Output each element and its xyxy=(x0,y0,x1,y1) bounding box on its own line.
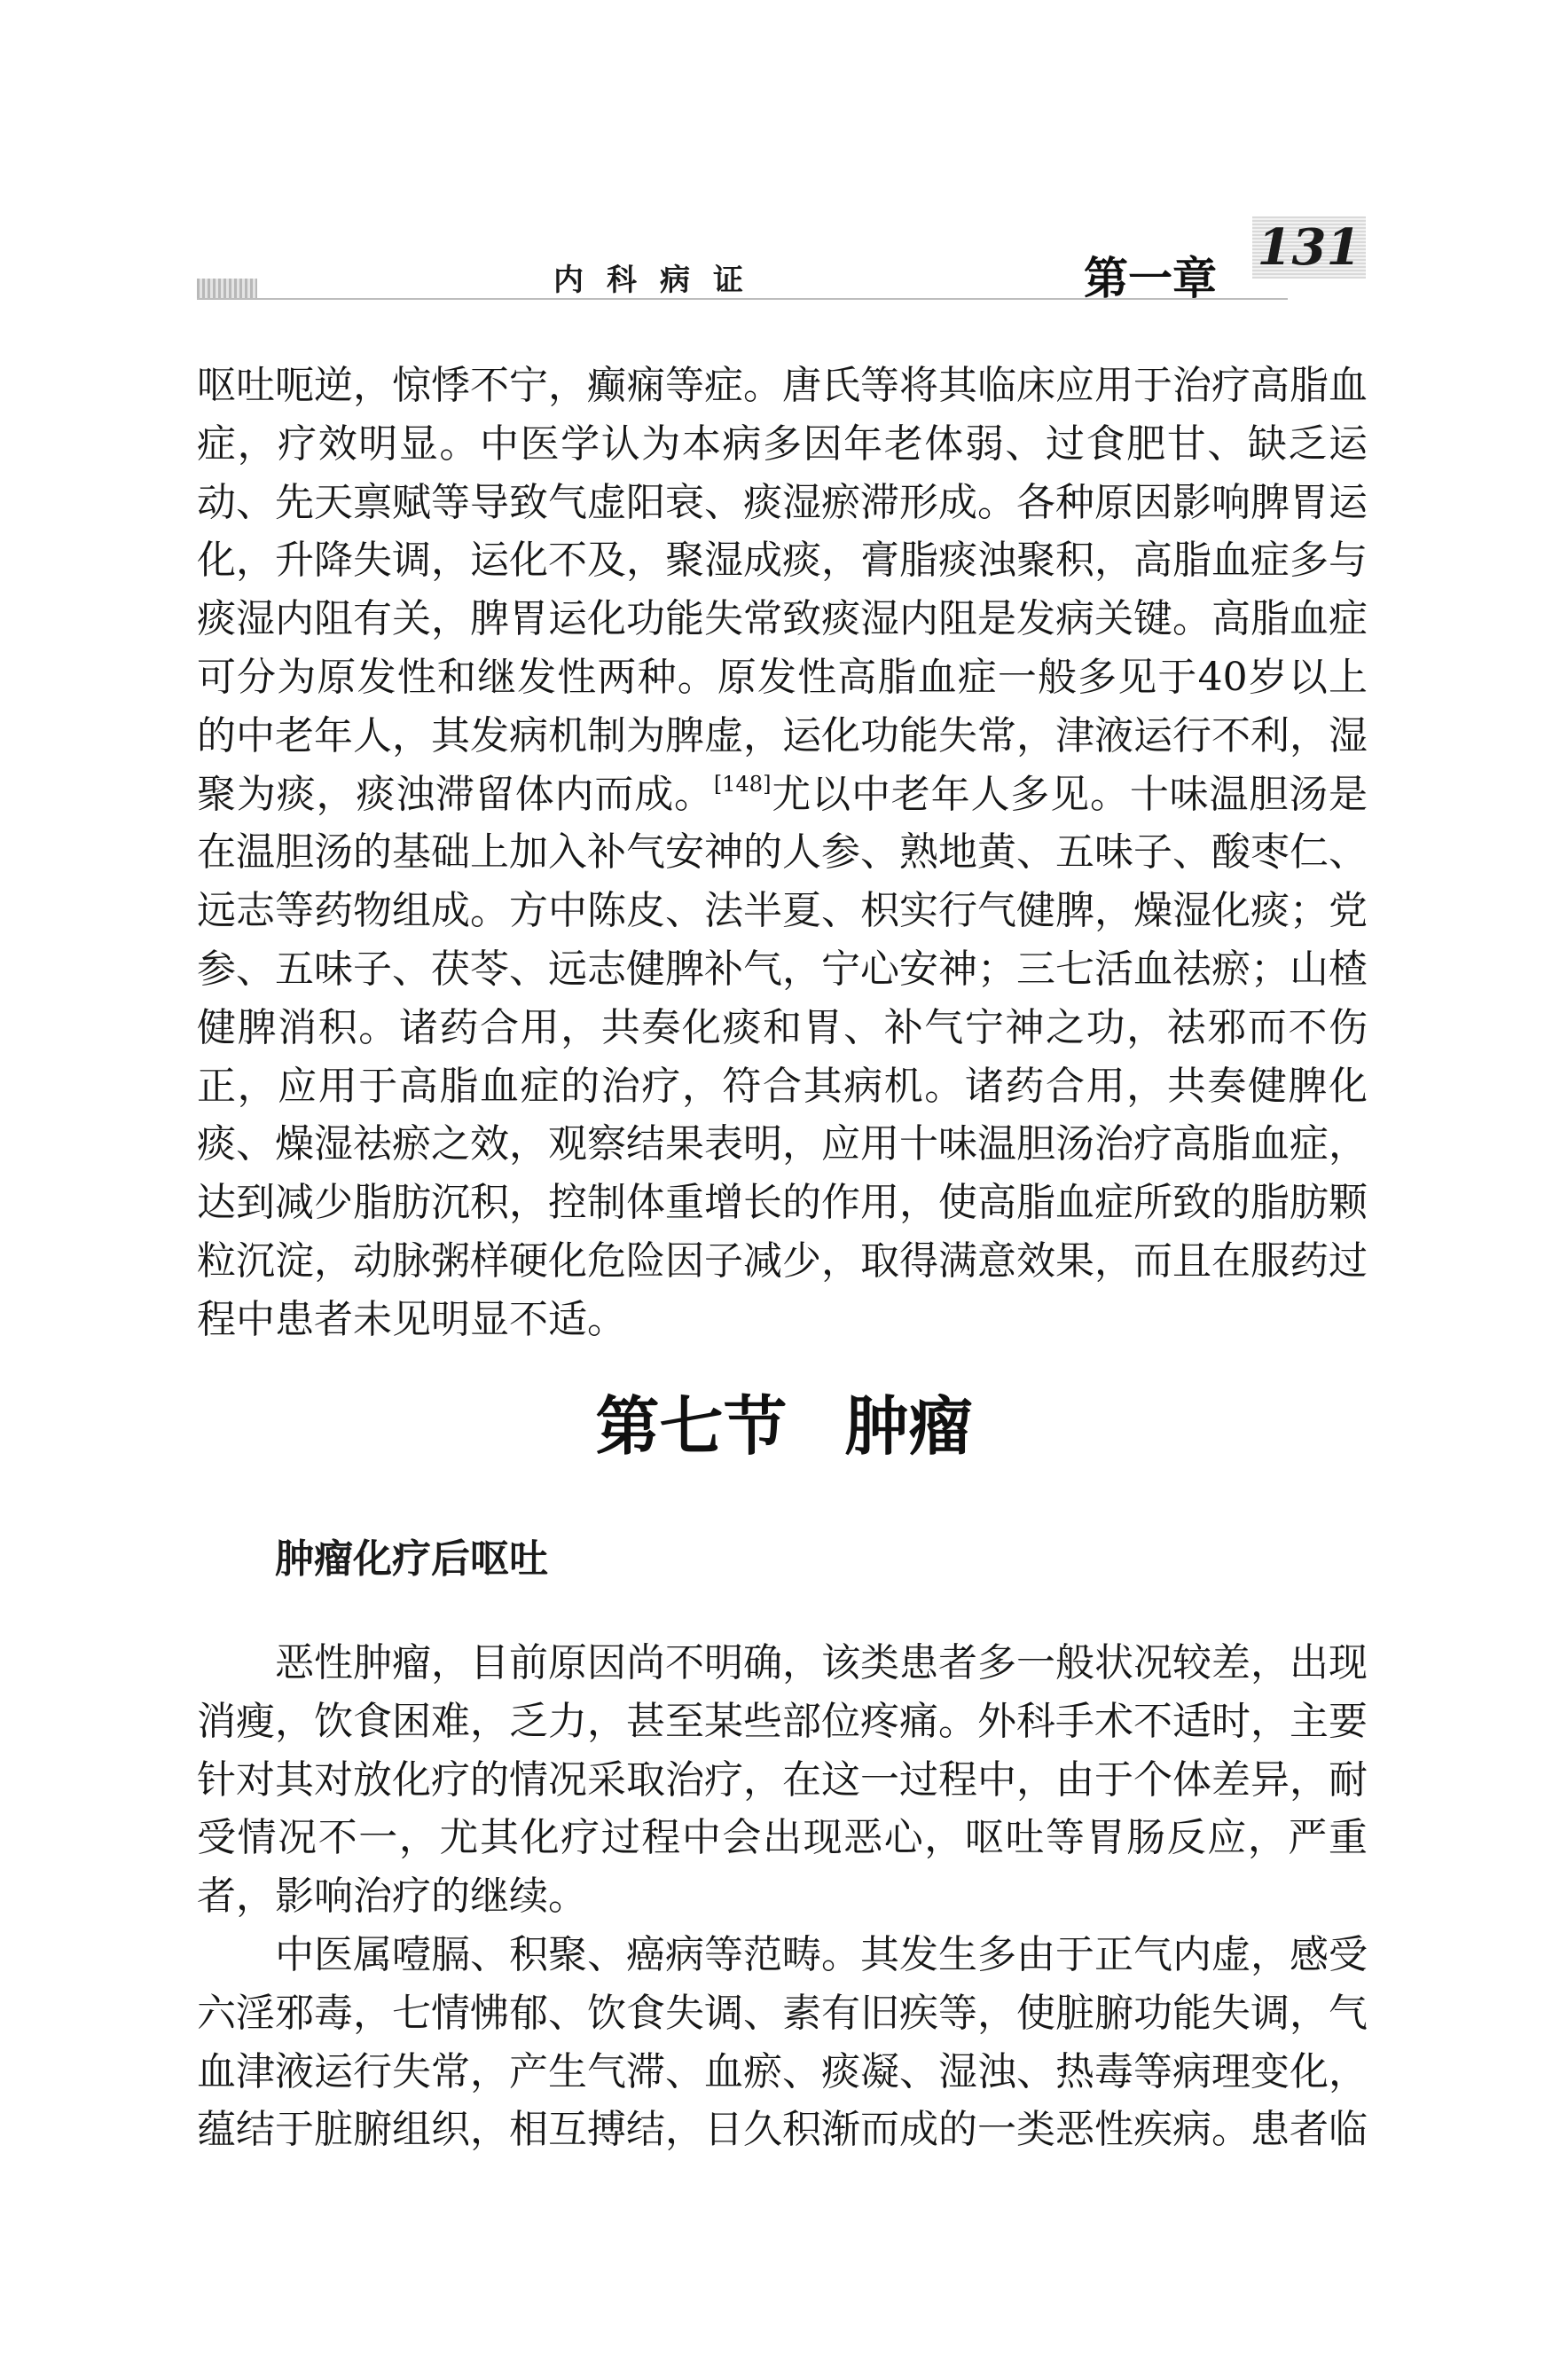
paragraph-hyperlipidemia xyxy=(197,357,1368,1349)
paragraph-tcm-view: 中医属噎膈、积聚、癌病等范畴。其发生多由于正气内虚，感受六淫邪毒，七情怫郁、饮食失调、素有旧疾等，使脏腑功能失调，气血津液运行失常，产生气滞、血瘀、痰凝、湿浊、热毒等病理变化，蕴结于脏腑组织，相互搏结，日久积渐而成的一类恶性疾病。患者临 xyxy=(197,1932,1368,2153)
subsection-title: 肿瘤化疗后呕吐 xyxy=(275,1536,548,1582)
section-title: 第七节 肿瘤 xyxy=(595,1389,973,1464)
header-chapter-title: 第一章 xyxy=(1084,253,1217,304)
paragraph-tumor-intro: 恶性肿瘤，目前原因尚不明确，该类患者多一般状况较差，出现消瘦，饮食困难，乏力，甚至某些部位疼痛。外科手术不适时，主要针对其对放化疗的情况采取治疗，在这一过程中，由于个体差异，耐受情况不一，尤其化疗过程中会出现恶心，呕吐等胃肠反应，严重者，影响治疗的继续。 xyxy=(197,1640,1368,1920)
header-section-title: 内科病证 xyxy=(553,263,766,298)
page-number: 131 xyxy=(1252,216,1366,279)
citation-marker: [148] xyxy=(713,771,772,797)
paragraph-text: 呕吐呃逆，惊悸不宁，癫痫等症。唐氏等将其临床应用于治疗高脂血症，疗效明显。中医学认为本病多因年老体弱、过食肥甘、缺乏运动、先天禀赋等导致气虚阳衰、痰湿瘀滞形成。各种原因影响脾胃运化，升降失调，运化不及，聚湿成痰，膏脂痰浊聚积，高脂血症多与痰湿内阻有关，脾胃运化功能失常致痰湿内阻是发病关键。高脂血症可分为原发性和继发性两种。原发性高脂血症一般多见于40岁以上的中老年人，其发病机制为脾虚，运化功能失常，津液运行不利，湿聚为痰，痰浊滞留体内而成。 xyxy=(197,363,1368,817)
running-header xyxy=(197,218,1368,310)
scan-mark xyxy=(197,279,257,298)
paragraph-text: 尤以中老年人多见。十味温胆汤是在温胆汤的基础上加入补气安神的人参、熟地黄、五味子、酸枣仁、远志等药物组成。方中陈皮、法半夏、枳实行气健脾，燥湿化痰；党参、五味子、茯苓、远志健脾补气，宁心安神；三七活血祛瘀；山楂健脾消积。诸药合用，共奏化痰和胃、补气宁神之功，祛邪而不伤正，应用于高脂血症的治疗，符合其病机。诸药合用，共奏健脾化痰、燥湿祛瘀之效，观察结果表明，应用十味温胆汤治疗高脂血症，达到减少脂肪沉积，控制体重增长的作用，使高脂血症所致的脂肪颗粒沉淀，动脉粥样硬化危险因子减少，取得满意效果，而且在服药过程中患者未见明显不适。 xyxy=(197,771,1368,1342)
